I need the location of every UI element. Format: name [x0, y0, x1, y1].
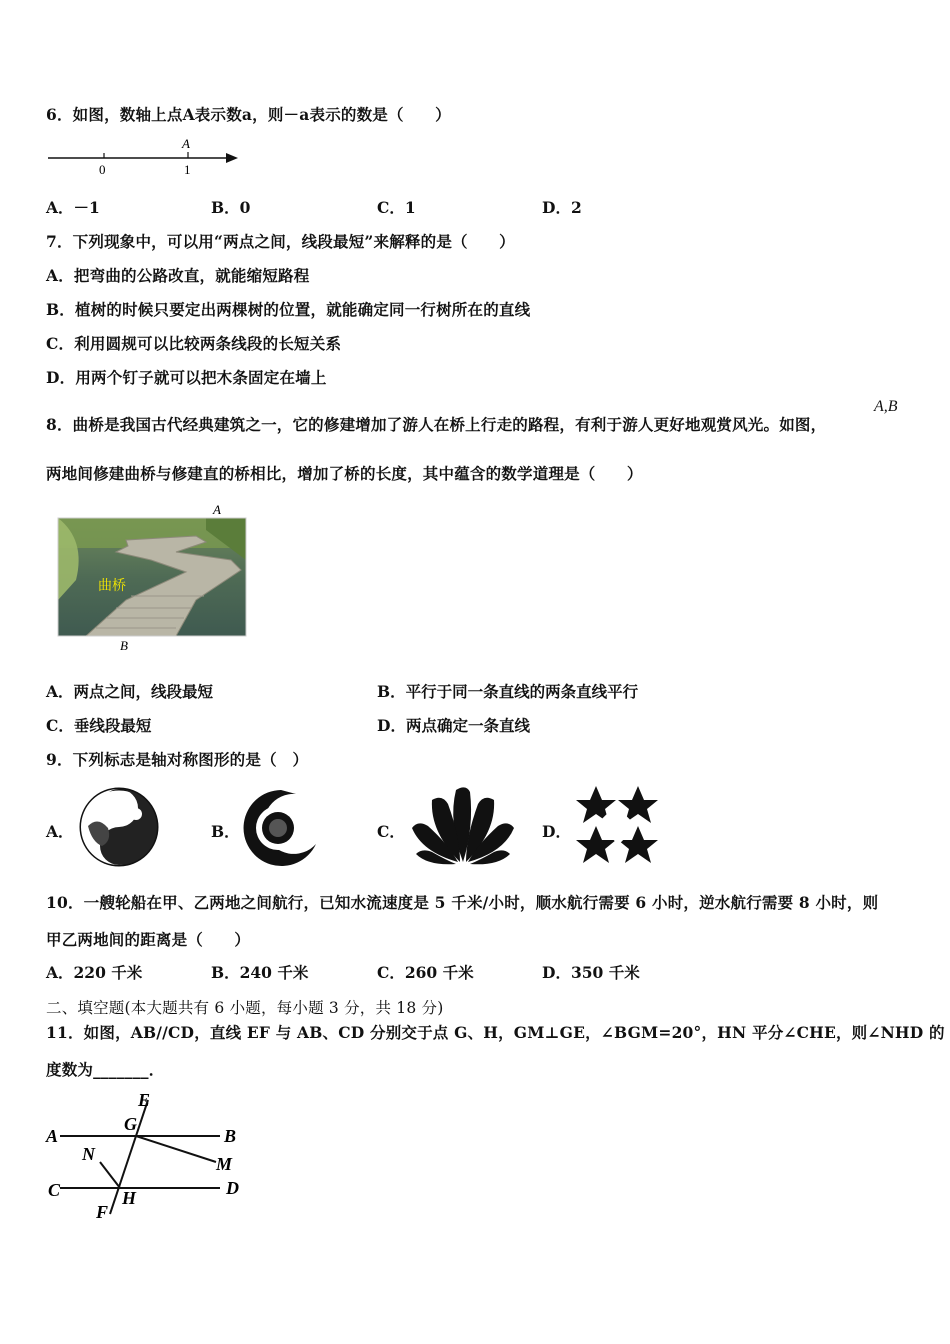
section2-title: 二、填空题(本大题共有 6 小题，每小题 3 分，共 18 分): [46, 999, 444, 1017]
petal-logo-icon: [408, 782, 518, 866]
q8-option-d: D．两点确定一条直线: [377, 716, 530, 735]
q9-option-c-label: C．: [377, 822, 405, 841]
q10-option-a: A．220 千米: [46, 963, 143, 982]
label-m: M: [216, 1154, 233, 1174]
q9-option-d-label: D．: [542, 822, 571, 841]
q9-option-b-label: B．: [211, 822, 240, 841]
label-n: N: [82, 1144, 95, 1164]
q6-stem: 6．如图，数轴上点A表示数a，则－a表示的数是（ ）: [46, 105, 451, 124]
photo-label-a: A: [213, 502, 221, 517]
q10-stem-line2: 甲乙两地间的距离是（ ）: [46, 930, 251, 949]
q10-option-c: C．260 千米: [377, 963, 474, 982]
q7-stem: 7．下列现象中，可以用“两点之间，线段最短”来解释的是（ ）: [46, 232, 515, 251]
q6-option-a: A．－1: [46, 198, 100, 217]
label-c: C: [48, 1180, 61, 1200]
q11-stem-line2: 度数为_______．: [46, 1060, 165, 1079]
crescent-logo-icon: [236, 786, 326, 868]
four-stars-logo-icon: [572, 782, 662, 868]
q8-stem-line1: 8．曲桥是我国古代经典建筑之一，它的修建增加了游人在桥上行走的路程，有利于游人更好地观赏风光。如图，: [46, 415, 827, 434]
q10-option-b: B．240 千米: [211, 963, 309, 982]
label-g: G: [124, 1114, 137, 1134]
curved-bridge-photo: [56, 500, 251, 656]
q9-stem: 9．下列标志是轴对称图形的是（ ）: [46, 750, 309, 769]
label-d: D: [226, 1178, 239, 1198]
parallel-lines-figure: [44, 1088, 254, 1224]
yinyang-logo-icon: [78, 786, 160, 868]
tick-1-label: 1: [184, 162, 191, 177]
q7-option-c: C．利用圆规可以比较两条线段的长短关系: [46, 334, 342, 353]
tick-0-label: 0: [99, 162, 106, 177]
q10-option-d: D．350 千米: [542, 963, 640, 982]
q8-option-a: A．两点之间，线段最短: [46, 682, 214, 701]
q11-stem-line1: 11．如图，AB//CD，直线 EF 与 AB、CD 分别交于点 G、H，GM⊥GE，∠BGM=20°，HN 平分∠CHE，则∠NHD 的: [46, 1023, 945, 1042]
q6-option-c: C．1: [377, 198, 416, 217]
q7-option-a: A．把弯曲的公路改直，就能缩短路程: [46, 266, 310, 285]
label-a: A: [46, 1126, 59, 1146]
q7-option-b: B．植树的时候只要定出两棵树的位置，就能确定同一行树所在的直线: [46, 300, 531, 319]
photo-label-b: B: [120, 638, 128, 653]
point-a-label: A: [182, 136, 190, 151]
q6-option-b: B．0: [211, 198, 251, 217]
q9-option-a-label: A．: [46, 822, 74, 841]
q10-stem-line1: 10．一艘轮船在甲、乙两地之间航行，已知水流速度是 5 千米/小时，顺水航行需要 6 小时，逆水航行需要 8 小时，则: [46, 893, 879, 912]
q8-option-c: C．垂线段最短: [46, 716, 152, 735]
q8-ab-label: A,B: [874, 398, 898, 415]
q8-option-b: B．平行于同一条直线的两条直线平行: [377, 682, 639, 701]
number-line-figure: [46, 134, 246, 178]
label-e: E: [138, 1090, 151, 1110]
label-b: B: [224, 1126, 237, 1146]
q7-option-d: D．用两个钉子就可以把木条固定在墙上: [46, 368, 327, 387]
q8-stem-line2: 两地间修建曲桥与修建直的桥相比，增加了桥的长度，其中蕴含的数学道理是（ ）: [46, 464, 643, 483]
label-f: F: [96, 1202, 109, 1222]
q6-option-d: D．2: [542, 198, 582, 217]
photo-caption: 曲桥: [98, 578, 126, 594]
label-h: H: [122, 1188, 137, 1208]
